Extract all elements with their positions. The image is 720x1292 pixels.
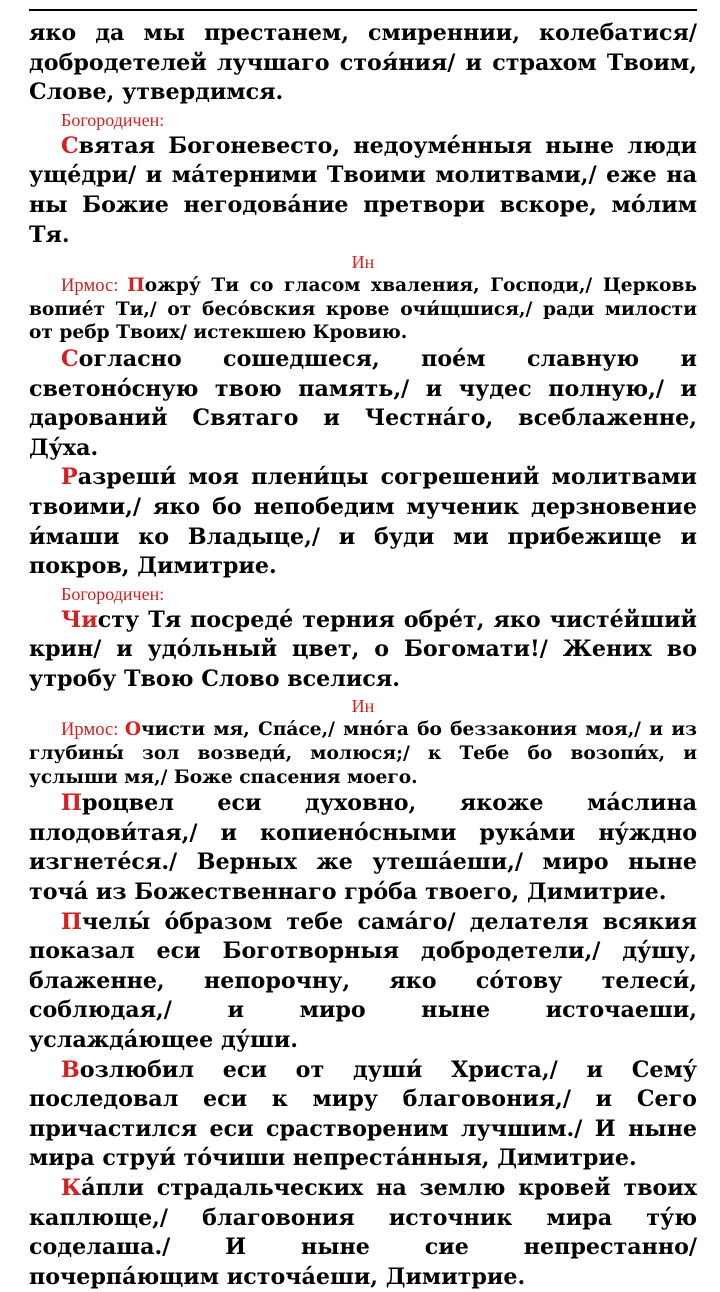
drop-initial: Р	[61, 464, 78, 491]
drop-initial: П	[61, 790, 82, 817]
section-label: Богородичен:	[61, 583, 165, 604]
verse-text: а́пли страдальческих на землю кровей́ твоих каплюще,/ благовония источник мира ту́ю соделаша./ И ныне сие непрестанно/ почерпа́ющим источа́еши, Димитрие.	[29, 1174, 697, 1290]
verse-text: огласно сошедшеся, пое́м славную и светоно́сную твою память,/ и чудес полную,/ и дарований Святаго и Честна́го, всеблаженне, Ду́ха.	[29, 345, 697, 461]
drop-initial: С	[61, 345, 79, 372]
top-rule	[29, 9, 697, 11]
drop-initial: П	[61, 908, 82, 935]
verse	[29, 345, 697, 463]
irmos	[29, 274, 697, 345]
irmos-text: чисти мя, Спа́се,/ мно́га бо беззакония моя,/ и из глубины́ зол возведи́, молюся;/ к Тебе бо возопи́х, и услыши мя,/ Боже спасения моего.	[29, 719, 697, 788]
verse	[29, 463, 697, 581]
section-label-center: Ин	[351, 252, 375, 273]
irmos-text: ожру́ Ти со гласом хваления, Господи,/ Церковь вопие́т Ти,/ от бесо́вския крове очи́щшися,/ ради милости от ребр Твоих/ истекшею Кровию.	[29, 275, 697, 344]
verse-text: челы́ о́бразом тебе сама́го/ делателя всякия показал еси Боготворныя добродетели,/ ду́шу, блаженне, непорочну, яко со́тову телеси́, соблюдая,/ и миро ныне источаеши, услажда́ющее ду́ши.	[29, 908, 697, 1053]
drop-initial: В	[61, 1056, 80, 1083]
liturgical-text-page	[29, 0, 697, 1292]
verse	[29, 606, 697, 695]
verse	[29, 789, 697, 907]
irmos-label: Ирмос:	[61, 719, 125, 741]
drop-initial: П	[127, 275, 145, 297]
verse-text: сту Тя посреде́ терния обре́т, яко чисте́йший крин/ и удо́льный цвет, о Богомати!/ Жених во утробу Твою Слово вселися.	[29, 606, 697, 692]
irmos-label: Ирмос:	[61, 275, 128, 297]
drop-initial: О	[124, 719, 142, 741]
verse-text: озлюбил еси от души́ Христа,/ и Сему́ последовал еси к миру благовония,/ и Сего причастился еси сраствореним лучшим./ И ныне мира струи́ то́чиши непреста́нныя, Димитрие.	[29, 1056, 697, 1172]
drop-initial: Чи	[61, 606, 98, 633]
text-body	[29, 19, 697, 1292]
verse	[29, 908, 697, 1056]
verse-text: роцвел еси духовно, якоже ма́слина плодови́тая,/ и копиено́сными рука́ми ну́ждно изгнете́ся./ Верных же утеша́еши,/ миро ныне точа́ из Божественнаго гро́ба твоего, Димитрие.	[29, 790, 697, 906]
verse-text: азреши́ моя плени́цы согрешений молитвами твоими,/ яко бо непобедим мученик дерзновение и́маши ко Владыце,/ и буди ми прибежище и покров, Димитрие.	[29, 464, 697, 580]
verse	[29, 132, 697, 250]
verse	[29, 19, 697, 108]
verse	[29, 1056, 697, 1174]
drop-initial: К	[61, 1174, 82, 1201]
verse-text: яко да мы престанем, смиреннии, колебатися/ добродетелей лучшаго стоя́ния/ и страхом Твоим, Слове, утвердимся.	[29, 20, 697, 106]
verse-text: вятая Богоневесто, недоуме́нныя ныне люди уще́дри/ и ма́терними Твоими молитвами,/ еже на ны Божие негодова́ние претвори вскоре, мо́лим Тя.	[29, 132, 697, 248]
section-label-center: Ин	[351, 696, 375, 717]
drop-initial: С	[61, 132, 79, 159]
section-label: Богородичен:	[61, 109, 165, 130]
verse	[29, 1174, 697, 1292]
irmos	[29, 718, 697, 789]
